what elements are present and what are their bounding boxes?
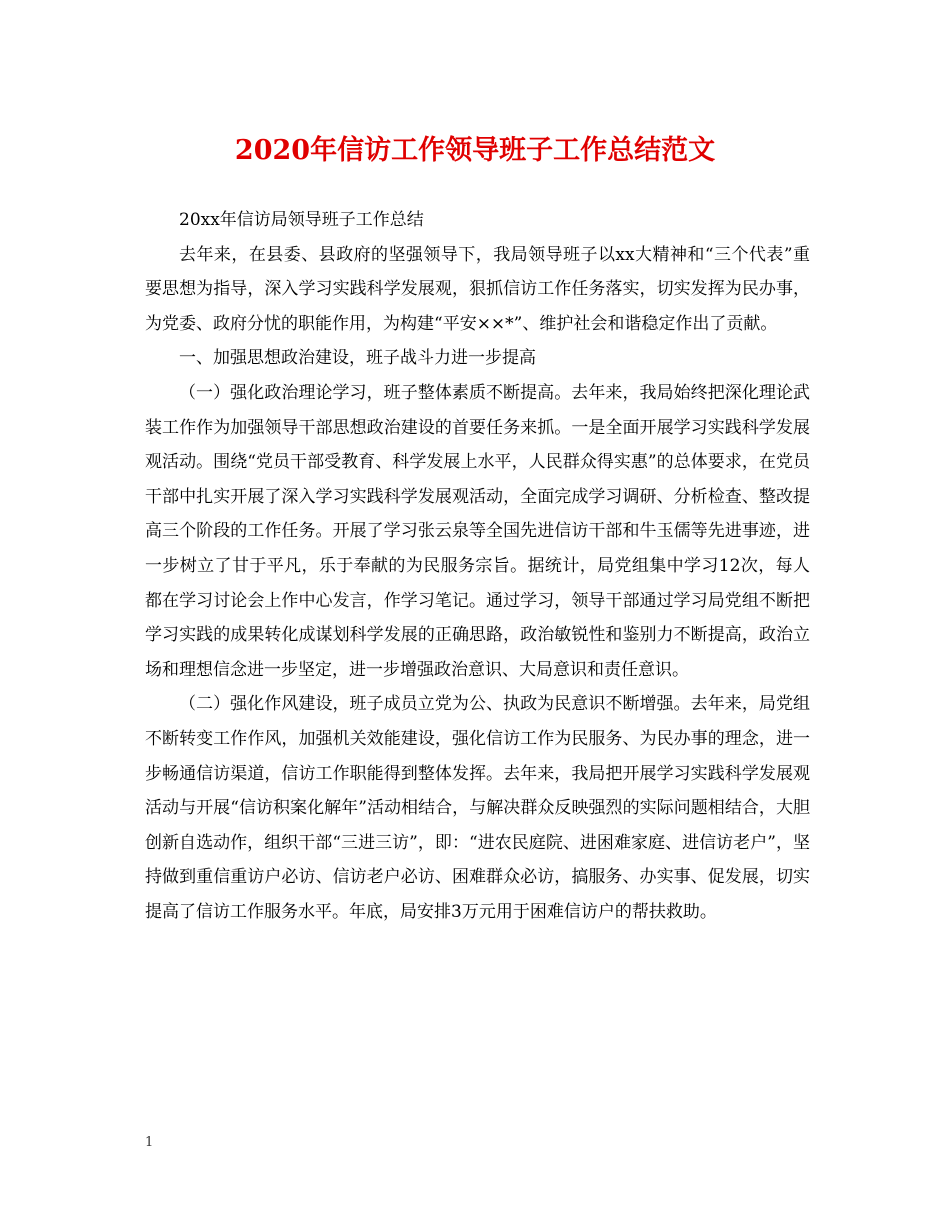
document-body: [145, 203, 810, 929]
section-heading: 一、加强思想政治建设，班子战斗力进一步提高: [179, 348, 536, 369]
page-number: 1: [145, 1135, 154, 1150]
body-paragraph: （一）强化政治理论学习，班子整体素质不断提高。去年来，我局始终把深化理论武装工作作为加强领导干部思想政治建设的首要任务来抓。一是全面开展学习实践科学发展观活动。围绕“党员干部受教育、科学发展上水平，人民群众得实惠”的总体要求，在党员干部中扎实开展了深入学习实践科学发展观活动，全面完成学习调研、分析检查、整改提高三个阶段的工作任务。开展了学习张云泉等全国先进信访干部和牛玉儒等先进事迹，进一步树立了甘于平凡，乐于奉献的为民服务宗旨。据统计，局党组集中学习12次，每人都在学习讨论会上作中心发言，作学习笔记。通过学习，领导干部通过学习局党组不断把学习实践的成果转化成谋划科学发展的正确思路，政治敏锐性和鉴别力不断提高，政治立场和理想信念进一步坚定，进一步增强政治意识、大局意识和责任意识。: [145, 382, 810, 680]
body-paragraph: （二）强化作风建设，班子成员立党为公、执政为民意识不断增强。去年来，局党组不断转变工作作风，加强机关效能建设，强化信访工作为民服务、为民办事的理念，进一步畅通信访渠道，信访工作职能得到整体发挥。去年来，我局把开展学习实践科学发展观活动与开展“信访积案化解年”活动相结合，与解决群众反映强烈的实际问题相结合，大胆创新自选动作，组织干部“三进三访”，即：“进农民庭院、进困难家庭、进信访老户”，坚持做到重信重访户必访、信访老户必访、困难群众必访，搞服务、办实事、促发展，切实提高了信访工作服务水平。年底，局安排3万元用于困难信访户的帮扶救助。: [145, 694, 810, 922]
intro-paragraph: 去年来，在县委、县政府的坚强领导下，我局领导班子以xx大精神和“三个代表”重要思想为指导，深入学习实践科学发展观，狠抓信访工作任务落实，切实发挥为民办事，为党委、政府分忧的职能作用，为构建“平安××*”、维护社会和谐稳定作出了贡献。: [145, 244, 810, 334]
document-title: 2020年信访工作领导班子工作总结范文: [234, 135, 716, 166]
subtitle-paragraph: 20xx年信访局领导班子工作总结: [179, 210, 424, 230]
